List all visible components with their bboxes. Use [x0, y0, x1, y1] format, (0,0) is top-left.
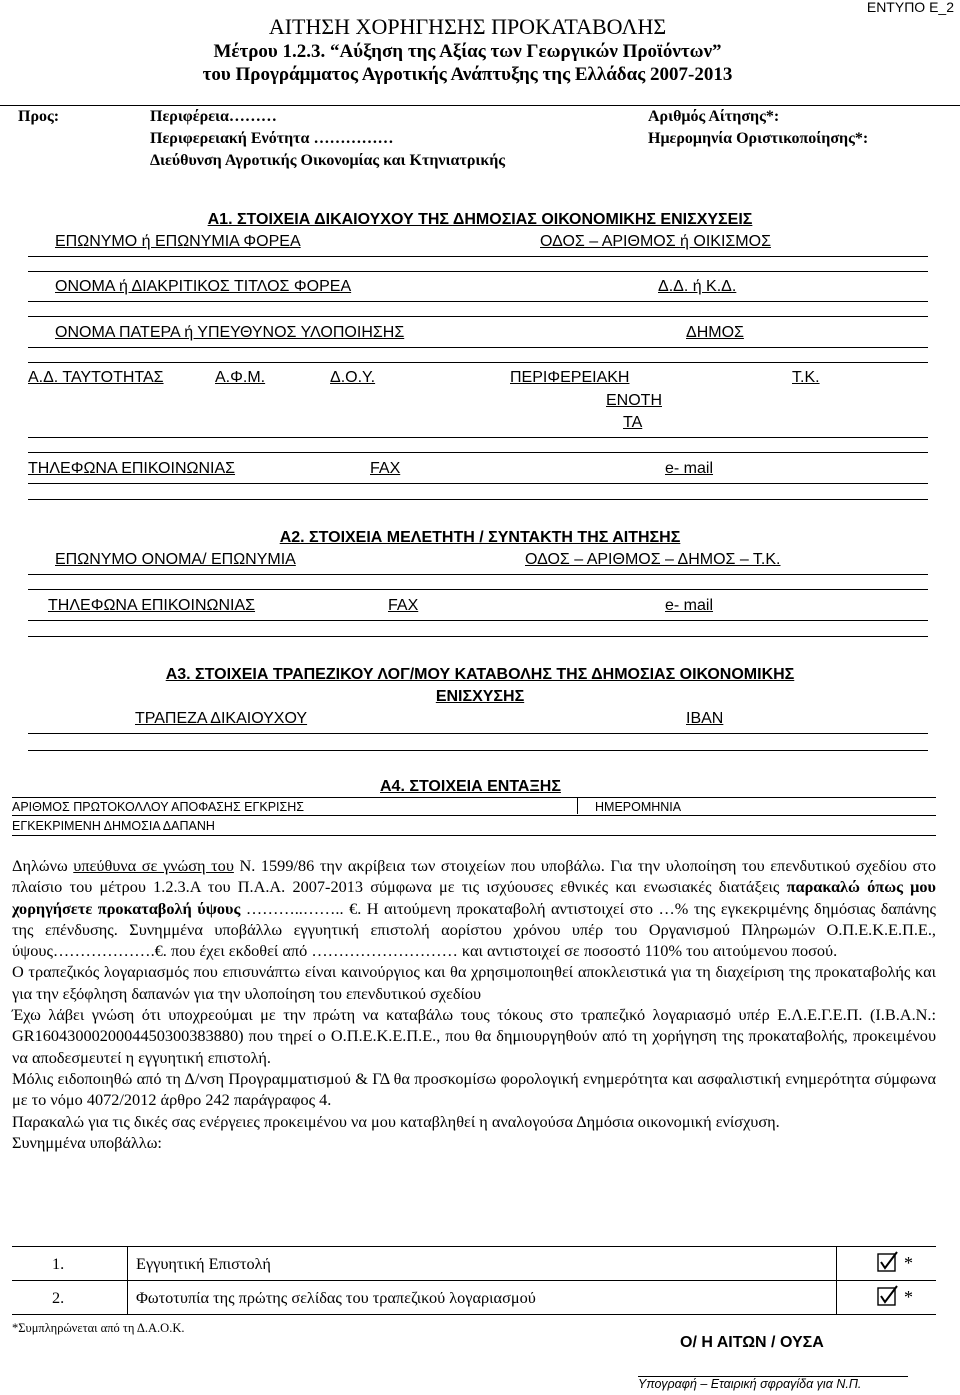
a1-rule-6 — [28, 362, 928, 363]
a1-regional-unit-l1: ΠΕΡΙΦΕΡΕΙΑΚΗ — [510, 369, 630, 386]
checkbox-checked-icon — [877, 1251, 899, 1273]
application-number-label: Αριθμός Αίτησης*: — [648, 108, 780, 125]
directorate-line: Διεύθυνση Αγροτικής Οικονομίας και Κτηνιατρικής — [150, 152, 506, 169]
a2-name-label: ΕΠΩΝΥΜΟ ΟΝΟΜΑ/ ΕΠΩΝΥΜΙΑ — [55, 551, 296, 568]
a1-regional-unit-l2: ΕΝΟΤΗ — [606, 392, 662, 409]
a1-id-label: Α.Δ. ΤΑΥΤΟΤΗΤΑΣ — [28, 369, 164, 386]
a1-postal-code-label: Τ.Κ. — [792, 369, 820, 386]
decl-p5: Παρακαλώ για τις δικές σας ενέργειες προκειμένου να μου καταβληθεί η αναλογούσα Δημόσια οικονομική ενίσχυση. — [12, 1111, 780, 1131]
decl-p1-b: Ν. 1599/86 την ακρίβεια των στοιχείων που υποβάλω. Για την υλοποίηση του επενδυτικού σχεδίου στο πλαίσιο του μέτρου 1.2.3.Α του Π.Α.Α. 2007-2013 σύμφωνα με τις ισχύουσες εθνικές και ενωσιακές διατάξεις — [12, 856, 936, 897]
a2-rule-4 — [28, 636, 928, 637]
a2-address-label: ΟΔΟΣ – ΑΡΙΘΜΟΣ – ΔΗΜΟΣ – Τ.Κ. — [525, 551, 781, 568]
a2-phones-label: ΤΗΛΕΦΩΝΑ ΕΠΙΚΟΙΝΩΝΙΑΣ — [48, 597, 256, 614]
a1-rule-5 — [28, 347, 928, 348]
section-a2-title: Α2. ΣΤΟΙΧΕΙΑ ΜΕΛΕΤΗΤΗ / ΣΥΝΤΑΚΤΗ ΤΗΣ ΑΙΤΗΣΗΣ — [279, 529, 681, 546]
a1-rule-9 — [28, 483, 928, 484]
decl-p1-underline: υπεύθυνα σε γνώση του — [73, 856, 234, 875]
a1-name-label: ΟΝΟΜΑ ή ΔΙΑΚΡΙΤΙΚΟΣ ΤΙΤΛΟΣ ΦΟΡΕΑ — [55, 278, 352, 295]
a1-afm-label: Α.Φ.Μ. — [215, 369, 266, 386]
a4-protocol-label: ΑΡΙΘΜΟΣ ΠΡΩΤΟΚΟΛΛΟΥ ΑΠΟΦΑΣΗΣ ΕΓΚΡΙΣΗΣ — [12, 800, 304, 814]
attachment-asterisk: * — [904, 1253, 913, 1273]
applicant-label: Ο/ Η ΑΙΤΩΝ / ΟΥΣΑ — [680, 1334, 824, 1351]
a4-rule-mid — [12, 815, 936, 816]
decl-p1-a: Δηλώνω — [12, 856, 74, 875]
attachment-row — [12, 1281, 936, 1315]
decl-p1-c: ………..…….. €. Η αιτούμενη προκαταβολή αντιστοιχεί στο …% της εγκεκριμένης δημόσιας δαπάνης της επένδυσης. Συνημμένα υποβάλλω εγγυητική επιστολή αορίστου χρόνου υπέρ του Οργανισμού Πληρωμών Ο.Π.Ε.Κ.Ε.Π.Ε., ύψους……………….€. που έχει εκδοθεί από ……………………… και αντιστοιχεί σε ποσοστό 110% του αιτούμενου ποσού. — [12, 898, 936, 961]
decl-p1-bold: παρακαλώ όπως μου χορηγήσετε προκαταβολή ύψους — [12, 877, 937, 918]
a1-phones-label: ΤΗΛΕΦΩΝΑ ΕΠΙΚΟΙΝΩΝΙΑΣ — [28, 460, 236, 477]
region-line: Περιφέρεια……… — [150, 108, 277, 125]
a1-municipality-label: ΔΗΜΟΣ — [686, 324, 744, 341]
attachment-num: 1. — [12, 1247, 128, 1281]
finalization-date-label: Ημερομηνία Οριστικοποίησης*: — [648, 130, 869, 147]
a1-surname-label: ΕΠΩΝΥΜΟ ή ΕΠΩΝΥΜΙΑ ΦΟΡΕΑ — [55, 233, 301, 250]
section-a1-title: Α1. ΣΤΟΙΧΕΙΑ ΔΙΚΑΙΟΥΧΟΥ ΤΗΣ ΔΗΜΟΣΙΑΣ ΟΙΚΟΝΟΜΙΚΗΣ ΕΝΙΣΧΥΣΕΙΣ — [207, 211, 753, 228]
footnote: *Συμπληρώνεται από τη Δ.Α.Ο.Κ. — [12, 1321, 185, 1335]
document-title: ΑΙΤΗΣΗ ΧΟΡΗΓΗΣΗΣ ΠΡΟΚΑΤΑΒΟΛΗΣ — [268, 14, 667, 39]
a1-rule-7 — [28, 437, 928, 438]
decl-attach-label: Συνημμένα υποβάλλω: — [12, 1132, 162, 1152]
form-code: ΕΝΤΥΠΟ Ε_2 — [866, 0, 954, 15]
a2-rule-3 — [28, 620, 928, 621]
a1-regional-unit-l3: ΤΑ — [623, 414, 643, 431]
attachment-asterisk: * — [904, 1287, 913, 1307]
regional-unit-line: Περιφερειακή Ενότητα …………… — [150, 130, 394, 147]
a1-email-label: e- mail — [665, 460, 714, 477]
a4-rule-top — [12, 797, 936, 798]
a3-rule-1 — [28, 733, 928, 734]
measure-subtitle: Μέτρου 1.2.3. “Αύξηση της Αξίας των Γεωργικών Προϊόντων” — [213, 41, 722, 62]
a3-iban-label: IBAN — [686, 710, 724, 727]
section-a3-title-l2: ΕΝΙΣΧΥΣΗΣ — [435, 688, 525, 705]
attachment-text: Εγγυητική Επιστολή — [128, 1247, 837, 1281]
a1-rule-8 — [28, 452, 928, 453]
a1-rule-2 — [28, 271, 928, 272]
a1-rule-1 — [28, 256, 928, 257]
attachment-row — [12, 1247, 936, 1281]
checkbox-checked-icon — [877, 1285, 899, 1307]
attachment-text: Φωτοτυπία της πρώτης σελίδας του τραπεζικού λογαριασμού — [128, 1281, 837, 1315]
a1-rule-10 — [28, 499, 928, 500]
a4-date-label: ΗΜΕΡΟΜΗΝΙΑ — [595, 800, 682, 814]
to-label: Προς: — [18, 108, 60, 125]
attachments-table — [12, 1246, 936, 1315]
a4-rule-bottom — [12, 835, 936, 836]
decl-p2: Ο τραπεζικός λογαριασμός που επισυνάπτω είναι καινούργιος και θα χρησιμοποιηθεί αποκλειστικά για τη διαχείριση της προκαταβολής και για την εξόφληση δαπανών για την υλοποίηση του επενδυτικού σχεδίου — [12, 962, 936, 1003]
a1-rule-4 — [28, 316, 928, 317]
a1-doy-label: Δ.Ο.Υ. — [330, 369, 376, 386]
a4-public-expense-label: ΕΓΚΕΚΡΙΜΕΝΗ ΔΗΜΟΣΙΑ ΔΑΠΑΝΗ — [12, 819, 215, 833]
programme-subtitle: του Προγράμματος Αγροτικής Ανάπτυξης της Ελλάδας 2007-2013 — [202, 64, 733, 85]
section-a3-title-l1: Α3. ΣΤΟΙΧΕΙΑ ΤΡΑΠΕΖΙΚΟΥ ΛΟΓ/ΜΟΥ ΚΑΤΑΒΟΛΗΣ ΤΗΣ ΔΗΜΟΣΙΑΣ ΟΙΚΟΝΟΜΙΚΗΣ — [165, 666, 795, 683]
a4-divider — [577, 797, 578, 814]
section-a4-title: Α4. ΣΤΟΙΧΕΙΑ ΕΝΤΑΞΗΣ — [380, 778, 561, 795]
attachment-check-cell — [837, 1281, 937, 1315]
a1-rule-3 — [28, 301, 928, 302]
a2-rule-1 — [28, 574, 928, 575]
a2-rule-2 — [28, 589, 928, 590]
decl-p4: Μόλις ειδοποιηθώ από τη Δ/νση Προγραμματισμού & ΓΔ θα προσκομίσω φορολογική ενημερότητα και ασφαλιστική ενημερότητα σύμφωνα με το νόμο 4072/2012 άρθρο 242 παράγραφος 4. — [12, 1068, 936, 1110]
addressee-top-rule — [0, 105, 960, 106]
a2-email-label: e- mail — [665, 597, 714, 614]
declaration-text — [12, 855, 936, 1153]
a1-street-label: ΟΔΟΣ – ΑΡΙΘΜΟΣ ή ΟΙΚΙΣΜΟΣ — [540, 233, 771, 250]
a1-district-label: Δ.Δ. ή Κ.Δ. — [658, 278, 737, 295]
a3-rule-2 — [28, 750, 928, 751]
a2-fax-label: FAX — [388, 597, 419, 614]
decl-p3: Έχω λάβει γνώση ότι υποχρεούμαι με την πρώτη να καταβάλω τους τόκους στο τραπεζικό λογαριασμό υπέρ Ε.Λ.Ε.Γ.Ε.Π. (Ι.Β.Α.Ν.: GR1604300020004450300383880) που τηρεί ο Ο.Π.Ε.Κ.Ε.Π.Ε., που θα δημιουργηθούν από τη χορήγηση της προκαταβολής, προκειμένου να αποδεσμευτεί η εγγυητική επιστολή. — [12, 1005, 936, 1067]
attachment-num: 2. — [12, 1281, 128, 1315]
a1-fax-label: FAX — [370, 460, 401, 477]
a1-father-label: ΟΝΟΜΑ ΠΑΤΕΡΑ ή ΥΠΕΥΘΥΝΟΣ ΥΛΟΠΟΙΗΣΗΣ — [55, 324, 405, 341]
attachment-check-cell — [837, 1247, 937, 1281]
signature-label: Υπογραφή – Εταιρική σφραγίδα για Ν.Π. — [638, 1377, 862, 1391]
a3-bank-label: ΤΡΑΠΕΖΑ ΔΙΚΑΙΟΥΧΟΥ — [135, 710, 308, 727]
